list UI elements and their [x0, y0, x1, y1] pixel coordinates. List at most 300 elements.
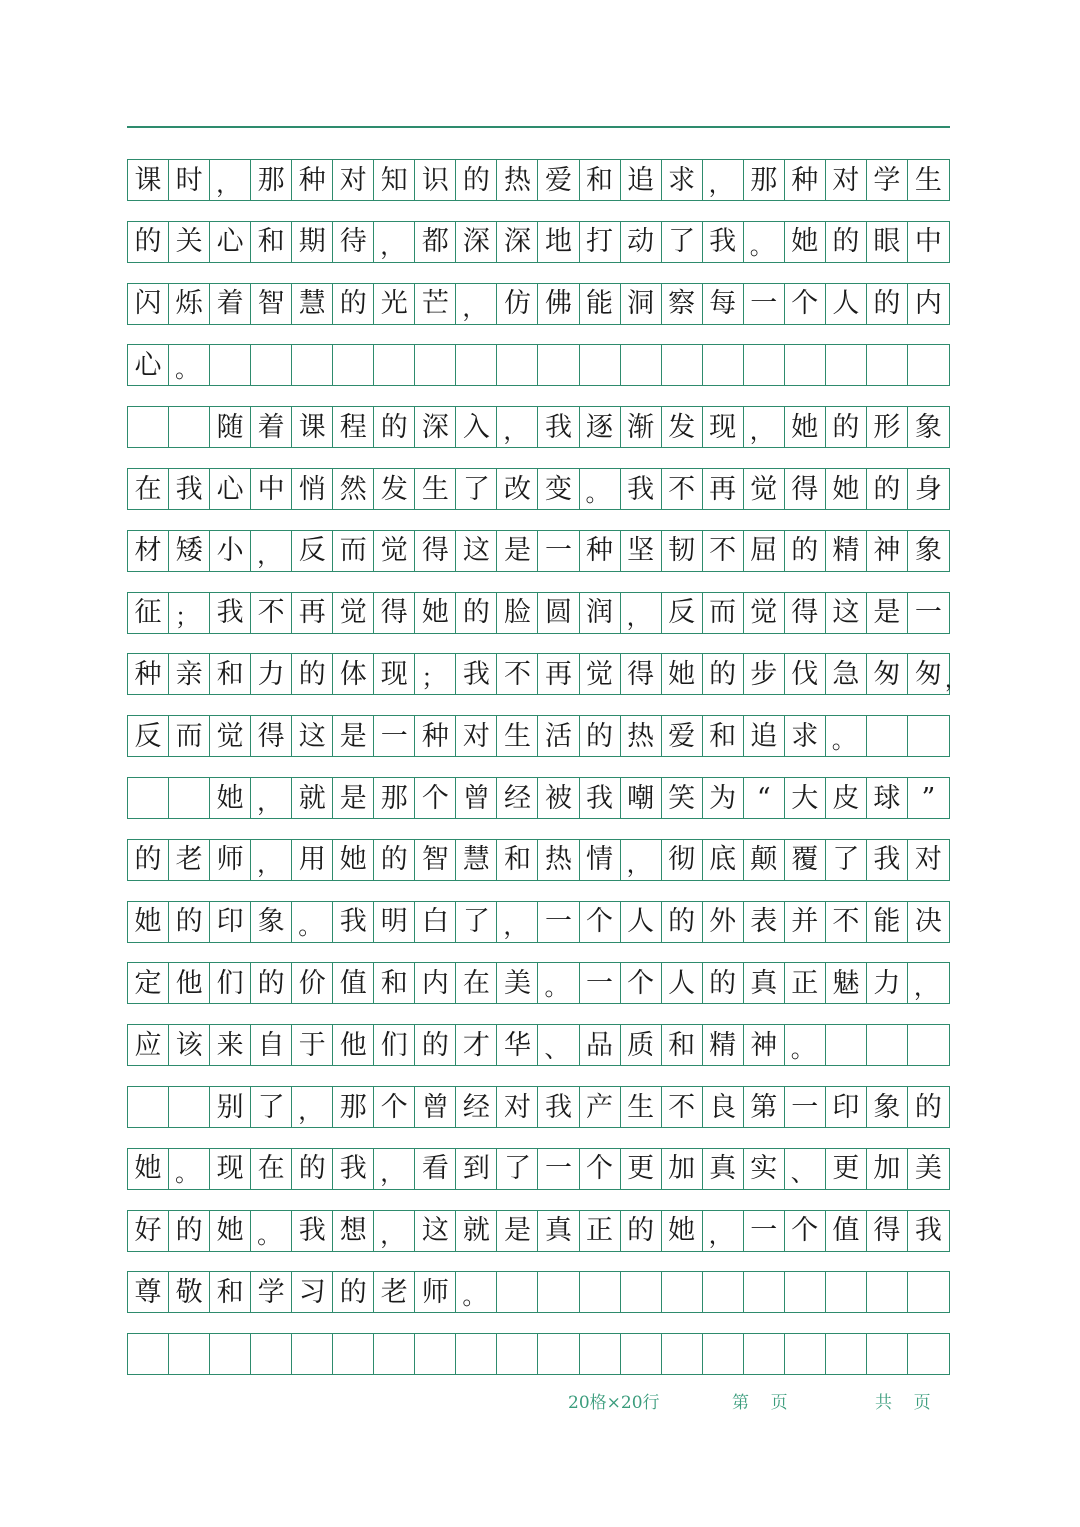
page-number-label: 第 页 [732, 1393, 788, 1413]
grid-cell: 就 [456, 1211, 497, 1251]
grid-cell: 亲 [169, 654, 210, 694]
grid-cell: 们 [210, 963, 251, 1003]
grid-cell: 那 [744, 160, 785, 200]
grid-cell: 用 [292, 840, 333, 880]
grid-cell: 生 [914, 164, 942, 196]
grid-cell: 产 [580, 1087, 621, 1127]
grid-cell: “ [744, 778, 785, 818]
grid-cell [251, 1334, 292, 1374]
grid-cell: 神 [744, 1025, 785, 1065]
grid-cell: 悄 [292, 469, 333, 509]
grid-cell [580, 1334, 621, 1374]
grid-cell: 她 [128, 1149, 169, 1189]
grid-cell: 得 [415, 531, 456, 571]
grid-cell [908, 1025, 949, 1065]
grid-cell [908, 716, 949, 756]
grid-cell: 都 [415, 222, 456, 262]
grid-cell: 深 [497, 222, 538, 262]
grid-cell: ， [374, 1149, 415, 1189]
grid-cell: 地 [538, 222, 579, 262]
grid-cell [128, 1334, 169, 1374]
grid-cell: 不 [251, 593, 292, 633]
grid-cell: 课 [128, 160, 169, 200]
grid-cell: 。 [169, 345, 210, 385]
grid-cell: 经 [497, 778, 538, 818]
grid-cell: 她 [210, 1211, 251, 1251]
grid-cell [580, 1272, 621, 1312]
grid-cell: 正 [580, 1211, 621, 1251]
grid-cell: 这 [292, 716, 333, 756]
grid-cell: ； [415, 654, 456, 694]
grid-cell: 象 [914, 411, 942, 443]
grid-cell: 印 [826, 1087, 867, 1127]
grid-cell: 情 [580, 840, 621, 880]
grid-cell: 价 [292, 963, 333, 1003]
grid-cell: 。 [456, 1272, 497, 1312]
grid-cell: 个 [785, 284, 826, 324]
grid-cell: 的 [169, 1211, 210, 1251]
grid-cell: 想 [333, 1211, 374, 1251]
grid-cell [621, 345, 662, 385]
grid-row [127, 1333, 950, 1375]
grid-cell: 是 [867, 593, 908, 633]
grid-cell: 一 [374, 716, 415, 756]
grid-cell: 自 [251, 1025, 292, 1065]
grid-cell: 追 [621, 160, 662, 200]
grid-cell: 品 [580, 1025, 621, 1065]
grid-cell: 才 [456, 1025, 497, 1065]
grid-cell: 真 [744, 963, 785, 1003]
grid-cell: 人 [826, 284, 867, 324]
grid-cell: 慧 [456, 840, 497, 880]
grid-row [127, 1210, 950, 1252]
grid-cell [867, 716, 908, 756]
grid-cell: 不 [703, 531, 744, 571]
grid-cell: 她 [415, 593, 456, 633]
grid-cell: 大 [785, 778, 826, 818]
grid-cell: 的 [703, 963, 744, 1003]
grid-cell [128, 407, 169, 447]
grid-row [127, 344, 950, 386]
grid-cell: 印 [210, 902, 251, 942]
grid-cell: 和 [210, 654, 251, 694]
grid-cell: 在 [251, 1149, 292, 1189]
grid-cell: 程 [333, 407, 374, 447]
grid-cell: 师 [415, 1272, 456, 1312]
grid-cell: 而 [333, 531, 374, 571]
grid-row [127, 159, 950, 201]
grid-cell: 急 [826, 654, 867, 694]
grid-row [127, 839, 950, 881]
grid-cell: 现 [210, 1149, 251, 1189]
grid-cell [662, 1272, 703, 1312]
grid-cell: 步 [744, 654, 785, 694]
grid-cell: 颠 [744, 840, 785, 880]
grid-cell: 改 [497, 469, 538, 509]
grid-cell: 质 [621, 1025, 662, 1065]
grid-cell: 明 [374, 902, 415, 942]
grid-cell: 精 [826, 531, 867, 571]
grid-cell: 形 [867, 407, 908, 447]
grid-cell: 生 [497, 716, 538, 756]
grid-cell: 圆 [538, 593, 579, 633]
grid-cell [703, 345, 744, 385]
grid-cell: 智 [251, 284, 292, 324]
grid-cell: 的 [169, 902, 210, 942]
grid-cell: 看 [415, 1149, 456, 1189]
grid-cell: 加 [867, 1149, 908, 1189]
grid-cell [785, 1272, 826, 1312]
page-footer [0, 1388, 1080, 1412]
grid-cell: 打 [580, 222, 621, 262]
grid-cell: 我 [703, 222, 744, 262]
grid-cell: 值 [333, 963, 374, 1003]
grid-cell: 这 [826, 593, 867, 633]
grid-cell: ， [210, 160, 251, 200]
grid-cell [169, 1334, 210, 1374]
grid-cell: 实 [744, 1149, 785, 1189]
grid-cell [374, 345, 415, 385]
grid-cell: 爱 [662, 716, 703, 756]
grid-cell [662, 1334, 703, 1374]
grid-cell: 别 [210, 1087, 251, 1127]
grid-spec-label: 20格×20行 [568, 1393, 660, 1413]
grid-cell: ， [703, 160, 744, 200]
grid-cell: 心 [210, 469, 251, 509]
grid-cell: 匆 [867, 654, 908, 694]
grid-cell: 觉 [744, 593, 785, 633]
grid-cell: 习 [292, 1272, 333, 1312]
grid-cell: 皮 [826, 778, 867, 818]
grid-cell: ， [374, 1211, 415, 1251]
grid-cell: 坚 [621, 531, 662, 571]
grid-cell: 了 [456, 469, 497, 509]
grid-cell: 期 [292, 222, 333, 262]
grid-cell: 她 [785, 407, 826, 447]
grid-cell: 而 [169, 716, 210, 756]
grid-cell: 反 [292, 531, 333, 571]
grid-cell [538, 1272, 579, 1312]
grid-row [127, 530, 950, 572]
grid-cell: 变 [538, 469, 579, 509]
top-rule [127, 126, 950, 128]
grid-cell: 加 [662, 1149, 703, 1189]
grid-cell: 象 [251, 902, 292, 942]
grid-cell: 这 [415, 1211, 456, 1251]
grid-cell: 这 [456, 531, 497, 571]
grid-cell: 力 [251, 654, 292, 694]
grid-cell: 她 [662, 1211, 703, 1251]
grid-cell: 的 [374, 407, 415, 447]
grid-cell [580, 345, 621, 385]
grid-cell [621, 1272, 662, 1312]
grid-cell [497, 1272, 538, 1312]
grid-cell: 韧 [662, 531, 703, 571]
grid-cell: 。 [292, 902, 333, 942]
grid-cell: 不 [826, 902, 867, 942]
grid-cell: 和 [210, 1272, 251, 1312]
grid-cell: ， [251, 531, 292, 571]
grid-cell: 是 [497, 531, 538, 571]
grid-cell: 润 [580, 593, 621, 633]
grid-cell: 一 [538, 902, 579, 942]
grid-cell: 。 [580, 469, 621, 509]
grid-cell: 就 [292, 778, 333, 818]
grid-cell: 然 [333, 469, 374, 509]
grid-cell: 象 [914, 535, 942, 567]
grid-cell: 个 [580, 902, 621, 942]
grid-cell: 个 [621, 963, 662, 1003]
grid-cell: 的 [333, 284, 374, 324]
grid-cell: 觉 [210, 716, 251, 756]
grid-cell: 随 [210, 407, 251, 447]
grid-cell: 得 [374, 593, 415, 633]
grid-cell: 在 [128, 469, 169, 509]
grid-cell: 和 [662, 1025, 703, 1065]
grid-cell: 我 [456, 654, 497, 694]
grid-cell: 更 [826, 1149, 867, 1189]
grid-cell: 笑 [662, 778, 703, 818]
grid-cell [374, 1334, 415, 1374]
grid-cell: 伐 [785, 654, 826, 694]
grid-cell: 烁 [169, 284, 210, 324]
grid-cell: 一 [538, 1149, 579, 1189]
grid-cell: 和 [580, 160, 621, 200]
grid-cell: 敬 [169, 1272, 210, 1312]
grid-cell [333, 1334, 374, 1374]
grid-cell [538, 1334, 579, 1374]
grid-cell: 我 [538, 1087, 579, 1127]
grid-cell [415, 1334, 456, 1374]
grid-cell: 的 [867, 284, 908, 324]
grid-cell: 得 [785, 593, 826, 633]
grid-cell: 球 [867, 778, 908, 818]
grid-cell: 彻 [662, 840, 703, 880]
grid-cell: 个 [580, 1149, 621, 1189]
grid-cell: 觉 [580, 654, 621, 694]
grid-cell: 我 [621, 469, 662, 509]
grid-cell: 热 [538, 840, 579, 880]
grid-cell: 她 [826, 469, 867, 509]
grid-cell: 仿 [497, 284, 538, 324]
grid-cell [251, 345, 292, 385]
grid-cell [826, 1025, 867, 1065]
grid-cell: 那 [333, 1087, 374, 1127]
grid-cell: 的 [456, 160, 497, 200]
grid-cell: 匆 ， [914, 658, 967, 694]
grid-row [127, 1271, 950, 1313]
grid-row [127, 777, 950, 819]
grid-cell [128, 778, 169, 818]
grid-cell: 嘲 [621, 778, 662, 818]
grid-cell: 曾 [415, 1087, 456, 1127]
grid-cell: 光 [374, 284, 415, 324]
grid-row [127, 406, 950, 448]
grid-cell: 她 [662, 654, 703, 694]
grid-cell: 身 [914, 473, 942, 505]
grid-cell: 曾 [456, 778, 497, 818]
grid-cell: 好 [128, 1211, 169, 1251]
grid-cell: 慧 [292, 284, 333, 324]
grid-cell [621, 1334, 662, 1374]
grid-cell [169, 1087, 210, 1127]
grid-cell: 着 [251, 407, 292, 447]
grid-cell: 求 [662, 160, 703, 200]
grid-cell: 美 [497, 963, 538, 1003]
grid-cell: 她 [333, 840, 374, 880]
grid-cell: 着 [210, 284, 251, 324]
grid-cell: 。 [538, 963, 579, 1003]
grid-cell: 内 [415, 963, 456, 1003]
grid-cell: ； [169, 593, 210, 633]
grid-cell: 不 [497, 654, 538, 694]
grid-cell: 逐 [580, 407, 621, 447]
grid-cell: 了 [497, 1149, 538, 1189]
grid-cell: 脸 [497, 593, 538, 633]
grid-cell: 的 [128, 222, 169, 262]
grid-cell: ， [251, 778, 292, 818]
grid-row [127, 715, 950, 757]
grid-cell: 中 [251, 469, 292, 509]
grid-cell [826, 1272, 867, 1312]
grid-cell: 人 [662, 963, 703, 1003]
grid-cell: 一 [785, 1087, 826, 1127]
grid-cell [292, 1334, 333, 1374]
grid-cell [785, 345, 826, 385]
grid-cell [333, 345, 374, 385]
grid-cell [867, 345, 908, 385]
grid-cell: ， [251, 840, 292, 880]
grid-cell [785, 1334, 826, 1374]
grid-cell: 尊 [128, 1272, 169, 1312]
grid-cell [867, 1334, 908, 1374]
grid-cell: 的 [251, 963, 292, 1003]
grid-cell: 征 [128, 593, 169, 633]
grid-cell: 到 [456, 1149, 497, 1189]
grid-cell: 了 [456, 902, 497, 942]
grid-cell [538, 345, 579, 385]
grid-cell: ， [703, 1211, 744, 1251]
grid-cell: 一 [744, 284, 785, 324]
total-pages-label: 共 页 [875, 1393, 931, 1413]
grid-cell: ， [456, 284, 497, 324]
margin-punctuation: ， [944, 668, 967, 694]
grid-row [127, 1024, 950, 1066]
grid-cell: 知 [374, 160, 415, 200]
grid-cell: 的 [415, 1025, 456, 1065]
grid-cell: 的 [826, 407, 867, 447]
grid-cell: 他 [333, 1025, 374, 1065]
grid-cell: ， [913, 973, 938, 1002]
grid-cell [826, 345, 867, 385]
grid-cell: 定 [128, 963, 169, 1003]
grid-cell: 热 [497, 160, 538, 200]
grid-cell: 真 [703, 1149, 744, 1189]
grid-cell: 对 [497, 1087, 538, 1127]
grid-cell [210, 345, 251, 385]
grid-cell: 察 [662, 284, 703, 324]
grid-cell: 识 [415, 160, 456, 200]
grid-cell: 我 [333, 902, 374, 942]
grid-cell: 求 [785, 716, 826, 756]
grid-cell: 生 [415, 469, 456, 509]
grid-cell: 内 [914, 288, 942, 320]
grid-cell [169, 407, 210, 447]
grid-cell: 是 [333, 778, 374, 818]
grid-cell: 一 [580, 963, 621, 1003]
grid-cell: 和 [497, 840, 538, 880]
grid-cell: 每 [703, 284, 744, 324]
grid-cell: 的 [374, 840, 415, 880]
grid-cell: 得 [621, 654, 662, 694]
grid-cell: 的 [914, 1091, 942, 1123]
grid-cell: 我 [538, 407, 579, 447]
grid-cell: 入 [456, 407, 497, 447]
grid-cell: 、 [785, 1149, 826, 1189]
grid-cell: 师 [210, 840, 251, 880]
grid-cell [128, 1087, 169, 1127]
grid-cell: 的 [785, 531, 826, 571]
grid-cell [497, 345, 538, 385]
grid-cell: 了 [662, 222, 703, 262]
grid-row [127, 283, 950, 325]
grid-cell: 渐 [621, 407, 662, 447]
grid-cell: 良 [703, 1087, 744, 1127]
grid-cell: 我 [580, 778, 621, 818]
grid-cell: 她 [210, 778, 251, 818]
grid-cell: 他 [169, 963, 210, 1003]
grid-cell: 屈 [744, 531, 785, 571]
grid-cell: ， [374, 222, 415, 262]
grid-cell: 生 [621, 1087, 662, 1127]
grid-cell [744, 1334, 785, 1374]
grid-cell: 发 [662, 407, 703, 447]
grid-cell: 智 [415, 840, 456, 880]
grid-cell: 的 [662, 902, 703, 942]
grid-cell [662, 345, 703, 385]
grid-cell: 我 [210, 593, 251, 633]
grid-cell: 心 [128, 345, 169, 385]
grid-cell: 为 [703, 778, 744, 818]
grid-cell: 的 [333, 1272, 374, 1312]
grid-cell: 个 [415, 778, 456, 818]
grid-cell: 种 [785, 160, 826, 200]
grid-cell: 对 [456, 716, 497, 756]
grid-cell: 不 [662, 469, 703, 509]
grid-cell: 对 [333, 160, 374, 200]
grid-cell: ， [621, 840, 662, 880]
grid-cell: 和 [703, 716, 744, 756]
grid-cell [169, 778, 210, 818]
grid-cell: 再 [703, 469, 744, 509]
grid-cell: 的 [826, 222, 867, 262]
grid-cell: 、 [538, 1025, 579, 1065]
grid-cell: 反 [662, 593, 703, 633]
grid-row [127, 962, 950, 1004]
grid-cell: 心 [210, 222, 251, 262]
grid-cell: 魅 [826, 963, 867, 1003]
grid-cell [703, 1334, 744, 1374]
grid-cell: 深 [456, 222, 497, 262]
grid-cell [908, 1272, 949, 1312]
grid-cell: 象 [867, 1087, 908, 1127]
grid-cell: 洞 [621, 284, 662, 324]
grid-cell: 体 [333, 654, 374, 694]
grid-cell: 觉 [744, 469, 785, 509]
grid-cell [497, 1334, 538, 1374]
grid-cell: 该 [169, 1025, 210, 1065]
grid-cell: 经 [456, 1087, 497, 1127]
